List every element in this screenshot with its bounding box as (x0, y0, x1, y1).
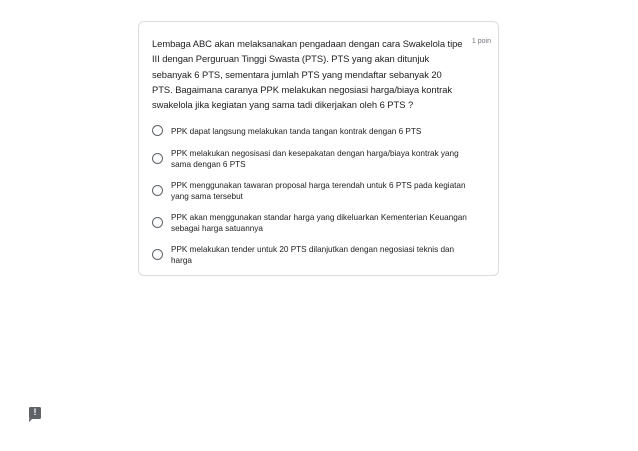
report-problem-icon[interactable]: ! (29, 407, 41, 419)
radio-button[interactable] (152, 153, 163, 164)
option-label: PPK menggunakan tawaran proposal harga terendah untuk 6 PTS pada kegiatan yang sama tersebut (171, 181, 466, 201)
option-item[interactable] (152, 143, 482, 175)
option-label: PPK akan menggunakan standar harga yang dikeluarkan Kementerian Keuangan sebagai harga satuannya (171, 213, 467, 233)
option-label: PPK melakukan tender untuk 20 PTS dilanjutkan dengan negosiasi teknis dan harga (171, 245, 455, 265)
radio-button[interactable] (152, 125, 163, 136)
options-group (152, 119, 482, 271)
option-item[interactable] (152, 175, 482, 207)
question-text: Lembaga ABC akan melaksanakan pengadaan dengan cara Swakelola tipe III dengan Perguruan Tinggi Swasta (PTS). PTS yang akan ditunjuk sebanyak 6 PTS, sementara jumlah PTS yang mendaftar sebanyak 20 PTS. Bagaimana caranya PPK melakukan negosiasi harga/biaya kontrak swakelola jika kegiatan yang sama tadi dikerjakan oleh 6 PTS ? (152, 38, 463, 111)
points-label: 1 poin (471, 38, 491, 45)
option-item[interactable] (152, 119, 482, 143)
question-header (152, 36, 490, 112)
option-item[interactable] (152, 239, 482, 271)
radio-button[interactable] (152, 185, 163, 196)
question-card (138, 21, 499, 276)
option-item[interactable] (152, 207, 482, 239)
option-label: PPK melakukan negosisasi dan kesepakatan dengan harga/biaya kontrak yang sama dengan 6 PTS (171, 149, 459, 169)
radio-button[interactable] (152, 217, 163, 228)
option-label: PPK dapat langsung melakukan tanda tangan kontrak dengan 6 PTS (171, 126, 422, 136)
radio-button[interactable] (152, 249, 163, 260)
